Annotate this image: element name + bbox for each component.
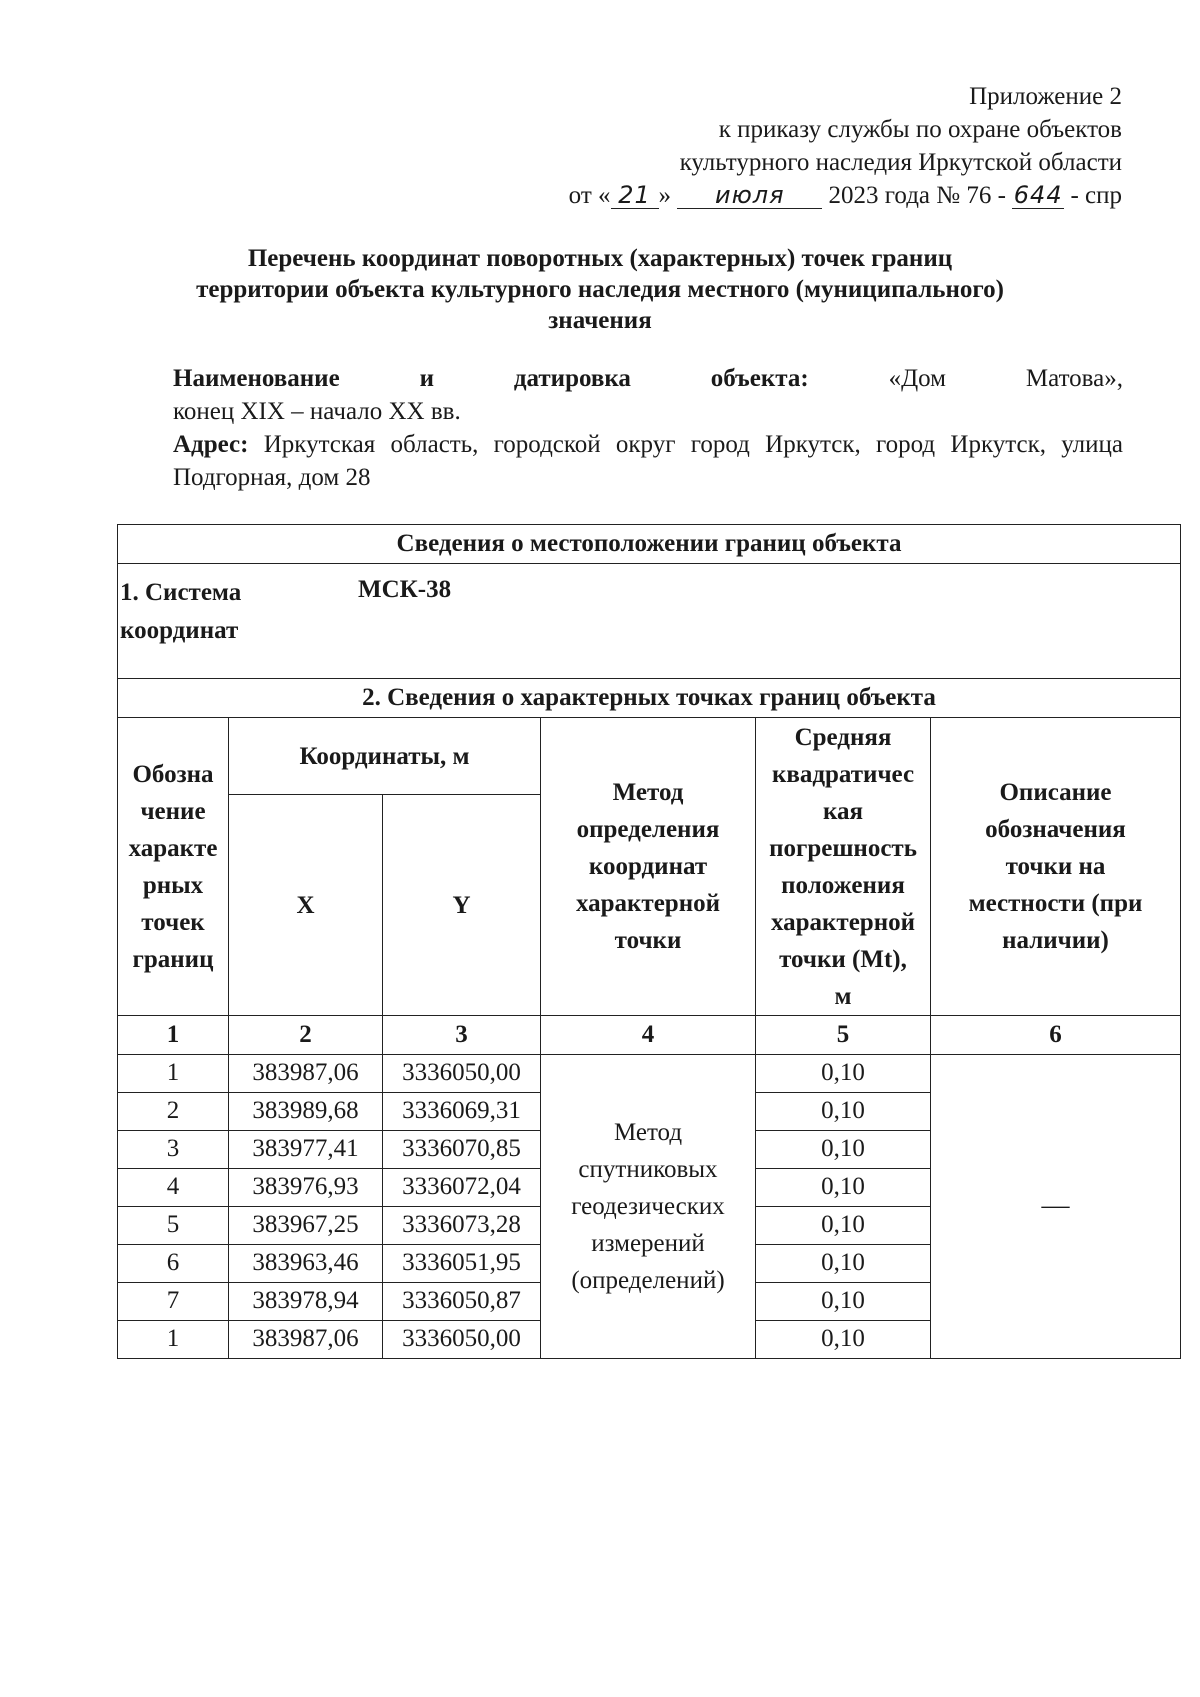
x-cell: 383976,93 [229, 1169, 383, 1207]
document-title [150, 243, 1050, 336]
col-coordinates: Координаты, м [229, 718, 541, 795]
x-cell: 383987,06 [229, 1321, 383, 1359]
col-number: 2 [229, 1016, 383, 1055]
point-cell: 5 [118, 1207, 229, 1245]
system-label-line-2: координат [120, 617, 239, 644]
object-name-value: «Дом Матова», [888, 365, 1123, 392]
error-line: квадратичес [771, 760, 915, 788]
boundary-table [117, 524, 1181, 1359]
point-cell: 6 [118, 1245, 229, 1283]
coordinate-system-value: МСК-38 [358, 576, 452, 603]
date-mid: » [658, 182, 672, 209]
points-header: 2. Сведения о характерных точках границ объекта [118, 679, 1181, 718]
method-value-line: геодезических [571, 1193, 725, 1220]
y-cell: 3336051,95 [383, 1245, 541, 1283]
col-number: 4 [541, 1016, 756, 1055]
error-line: Средняя [794, 723, 892, 751]
error-line: кая [822, 797, 864, 825]
error-cell: 0,10 [756, 1207, 931, 1245]
y-cell: 3336069,31 [383, 1093, 541, 1131]
method-value [541, 1055, 756, 1359]
y-cell: 3336070,85 [383, 1131, 541, 1169]
method-value-line: спутниковых [578, 1156, 718, 1183]
point-cell: 3 [118, 1131, 229, 1169]
error-line: м [834, 982, 852, 1010]
method-line: определения [576, 816, 720, 843]
method-value-line: измерений [591, 1230, 705, 1257]
point-cell: 1 [118, 1321, 229, 1359]
x-cell: 383989,68 [229, 1093, 383, 1131]
coordinate-system-row [118, 564, 1181, 679]
description-line: обозначения [985, 816, 1126, 843]
table-row [118, 1055, 1181, 1093]
error-line: погрешность [769, 834, 917, 862]
method-line: Метод [612, 779, 684, 806]
description-line: точки на [1005, 853, 1106, 880]
designation-line: характе [128, 834, 218, 862]
object-dating: конец XIX – начало XX вв. [173, 398, 461, 425]
col-number: 1 [118, 1016, 229, 1055]
error-cell: 0,10 [756, 1131, 931, 1169]
title-line-2: территории объекта культурного наследия местного (муниципального) [196, 276, 1004, 303]
object-name-label: Наименование и датировка объекта: [173, 365, 809, 392]
point-cell: 7 [118, 1283, 229, 1321]
address-label: Адрес: [173, 431, 249, 458]
error-line: точки (Mt), [779, 945, 907, 973]
point-cell: 2 [118, 1093, 229, 1131]
description-line: Описание [999, 779, 1112, 806]
order-date-line [569, 179, 1122, 212]
handwritten-month: июля [677, 182, 822, 209]
order-suffix: - спр [1070, 182, 1122, 209]
designation-line: Обозна [132, 760, 214, 788]
description-line: местности (при [968, 890, 1143, 917]
description-value: — [931, 1055, 1181, 1359]
title-line-3: значения [548, 307, 652, 334]
designation-line: рных [142, 871, 204, 899]
object-address [173, 428, 1123, 494]
y-cell: 3336072,04 [383, 1169, 541, 1207]
appendix-line-2: к приказу службы по охране объектов [718, 116, 1122, 143]
system-label-line-1: 1. Система [120, 579, 242, 606]
method-value-line: Метод [613, 1119, 683, 1146]
error-cell: 0,10 [756, 1321, 931, 1359]
x-cell: 383967,25 [229, 1207, 383, 1245]
appendix-block [569, 80, 1122, 212]
error-cell: 0,10 [756, 1055, 931, 1093]
col-x: X [229, 795, 383, 1016]
designation-line: границ [132, 945, 214, 973]
col-y: Y [383, 795, 541, 1016]
handwritten-order-number: 644 [1013, 181, 1063, 209]
appendix-line-3: культурного наследия Иркутской области [679, 149, 1122, 176]
description-line: наличии) [1002, 927, 1109, 954]
object-info [173, 362, 1123, 494]
col-number: 5 [756, 1016, 931, 1055]
title-line-1: Перечень координат поворотных (характерных) точек границ [247, 245, 953, 272]
error-cell: 0,10 [756, 1093, 931, 1131]
x-cell: 383963,46 [229, 1245, 383, 1283]
section-header: Сведения о местоположении границ объекта [118, 525, 1181, 564]
method-line: точки [614, 927, 682, 954]
designation-line: точек [141, 908, 205, 936]
method-line: координат [588, 853, 708, 880]
col-number: 3 [383, 1016, 541, 1055]
y-cell: 3336050,00 [383, 1055, 541, 1093]
col-designation [118, 718, 229, 1016]
x-cell: 383978,94 [229, 1283, 383, 1321]
col-error [756, 718, 931, 1016]
col-description [931, 718, 1181, 1016]
y-cell: 3336050,00 [383, 1321, 541, 1359]
error-line: характерной [770, 908, 916, 936]
handwritten-day: 21 [611, 182, 659, 209]
point-cell: 1 [118, 1055, 229, 1093]
col-method [541, 718, 756, 1016]
error-line: положения [781, 871, 905, 899]
x-cell: 383977,41 [229, 1131, 383, 1169]
designation-line: чение [140, 797, 206, 825]
appendix-title: Приложение 2 [969, 83, 1122, 110]
y-cell: 3336073,28 [383, 1207, 541, 1245]
coordinate-system-label [120, 574, 241, 650]
col-number: 6 [931, 1016, 1181, 1055]
system-underline [358, 678, 1053, 679]
method-value-line: (определений) [571, 1267, 725, 1294]
method-line: характерной [575, 890, 721, 917]
error-cell: 0,10 [756, 1283, 931, 1321]
address-value: Иркутская область, городской округ город Иркутск, город Иркутск, улица Подгорная, дом 28 [173, 431, 1124, 491]
error-cell: 0,10 [756, 1245, 931, 1283]
y-cell: 3336050,87 [383, 1283, 541, 1321]
error-cell: 0,10 [756, 1169, 931, 1207]
date-prefix: от « [568, 182, 611, 209]
point-cell: 4 [118, 1169, 229, 1207]
x-cell: 383987,06 [229, 1055, 383, 1093]
date-year-text: 2023 года № 76 - [828, 182, 1006, 209]
object-name-line [173, 362, 1123, 395]
